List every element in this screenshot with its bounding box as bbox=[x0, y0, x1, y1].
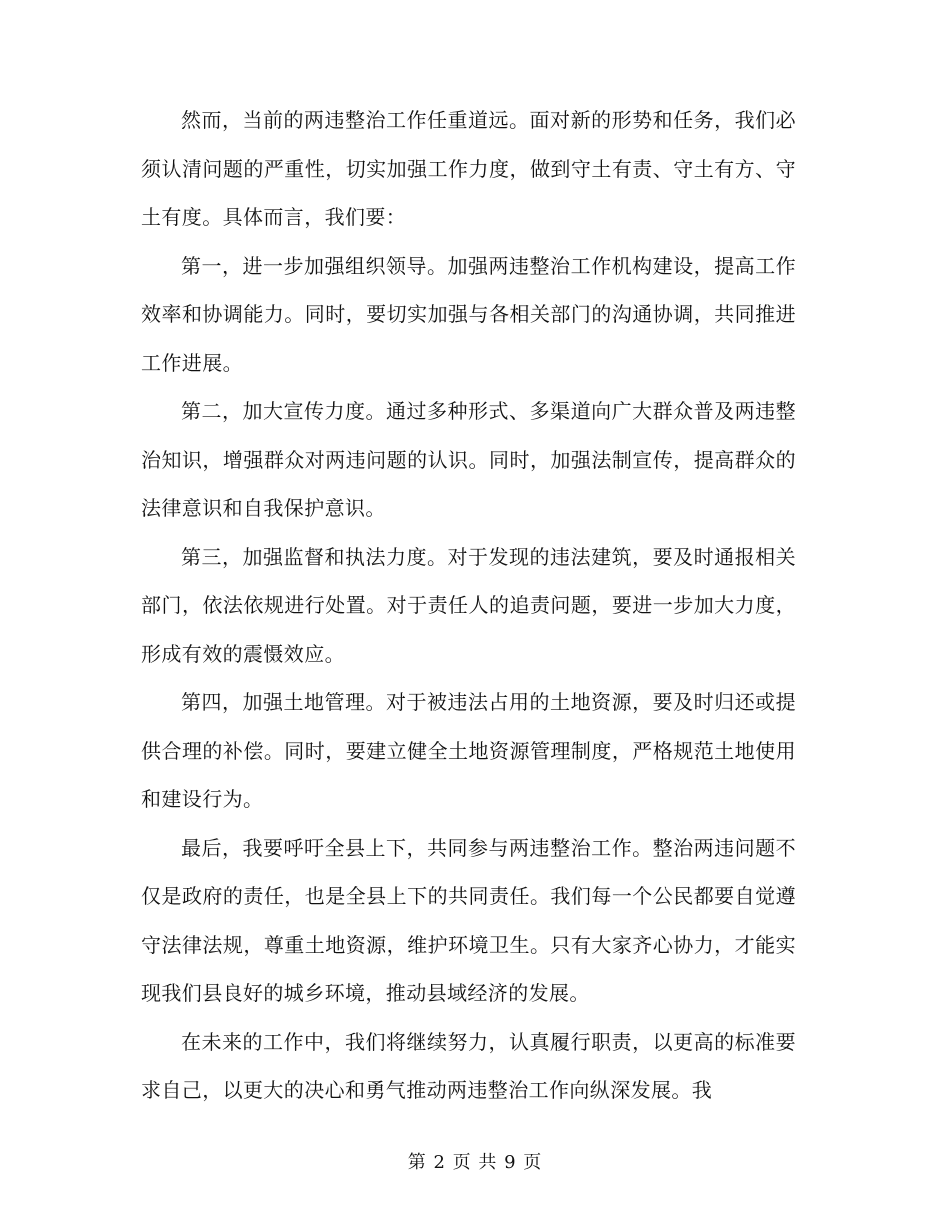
paragraph-3: 第二，加大宣传力度。通过多种形式、多渠道向广大群众普及两违整治知识，增强群众对两违问题的认识。同时，加强法制宣传，提高群众的法律意识和自我保护意识。 bbox=[141, 399, 796, 520]
paragraph-6: 最后，我要呼吁全县上下，共同参与两违整治工作。整治两违问题不仅是政府的责任，也是全县上下的共同责任。我们每一个公民都要自觉遵守法律法规，尊重土地资源，维护环境卫生。只有大家齐心协力，才能实现我们县良好的城乡环境，推动县域经济的发展。 bbox=[141, 835, 796, 1005]
paragraph-5: 第四，加强土地管理。对于被违法占用的土地资源，要及时归还或提供合理的补偿。同时，要建立健全土地资源管理制度，严格规范土地使用和建设行为。 bbox=[141, 690, 796, 811]
paragraph-4: 第三，加强监督和执法力度。对于发现的违法建筑，要及时通报相关部门，依法依规进行处置。对于责任人的追责问题，要进一步加大力度，形成有效的震慑效应。 bbox=[141, 544, 796, 666]
page-number: 第 2 页 共 9 页 bbox=[407, 1152, 543, 1173]
paragraph-2: 第一，进一步加强组织领导。加强两违整治工作机构建设，提高工作效率和协调能力。同时，要切实加强与各相关部门的沟通协调，共同推进工作进展。 bbox=[141, 253, 796, 375]
document-body bbox=[141, 96, 796, 1115]
page-footer bbox=[0, 1148, 950, 1174]
paragraph-7: 在未来的工作中，我们将继续努力，认真履行职责，以更高的标准要求自己，以更大的决心和勇气推动两违整治工作向纵深发展。我 bbox=[141, 1029, 796, 1102]
paragraph-1: 然而，当前的两违整治工作任重道远。面对新的形势和任务，我们必须认清问题的严重性，切实加强工作力度，做到守土有责、守土有方、守土有度。具体而言，我们要： bbox=[141, 108, 796, 229]
